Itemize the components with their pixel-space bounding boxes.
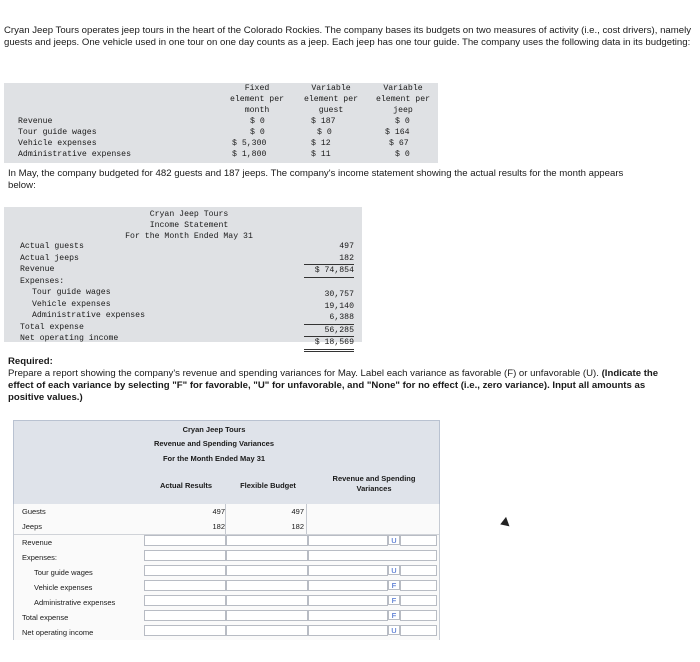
total-variance-input[interactable] (308, 610, 388, 621)
header-line: month (244, 106, 270, 115)
answer-table-body (13, 504, 440, 640)
answer-subtitle: Revenue and Spending Variances (153, 439, 275, 448)
column-divider (225, 504, 226, 534)
header-line: Fixed (244, 84, 270, 93)
revenue-blank (400, 535, 437, 546)
expenses-variance-input[interactable] (308, 550, 437, 561)
guests-flexible: 497 (291, 507, 304, 516)
admin-flexible-input[interactable] (226, 595, 308, 606)
cell-value: $ 0 (250, 128, 265, 137)
may-paragraph: In May, the company budgeted for 482 guests and 187 jeeps. The company's income statement showing the actual results for the month appears below: (8, 168, 624, 191)
jeeps-actual: 182 (212, 522, 225, 531)
tour-flexible-input[interactable] (226, 565, 308, 576)
net-variance-input[interactable] (308, 625, 388, 636)
label: Actual guests (20, 242, 84, 251)
statement-period: For the Month Ended May 31 (125, 232, 253, 241)
budget-data-table (4, 83, 438, 163)
header-line: Variable (311, 84, 351, 93)
col-variance-header: Variances (356, 484, 392, 493)
tour-actual-input[interactable] (144, 565, 226, 576)
tour-fu-select[interactable]: U (388, 565, 400, 575)
net-actual-input[interactable] (144, 625, 226, 636)
row-label-vehicle: Vehicle expenses (34, 583, 93, 592)
admin-blank (400, 595, 437, 606)
admin-fu-select[interactable]: F (388, 595, 400, 605)
cell-value: $ 5,300 (232, 139, 267, 148)
label: Administrative expenses (32, 311, 146, 320)
statement-labels (20, 241, 145, 345)
required-heading: Required: (8, 356, 53, 367)
vehicle-blank (400, 580, 437, 591)
col-actual-header: Actual Results (159, 481, 213, 490)
cell-value: $ 187 (311, 117, 336, 126)
value: 19,140 (324, 301, 354, 311)
cell-value: $ 1,800 (232, 150, 267, 159)
cell-value: $ 12 (311, 139, 331, 148)
per-jeep-header (368, 83, 438, 116)
row-label: Tour guide wages (18, 128, 97, 137)
value: $ 18,569 (304, 337, 354, 352)
value: 6,388 (304, 312, 354, 325)
total-fu-select[interactable]: F (388, 610, 400, 620)
required-text: Prepare a report showing the company's revenue and spending variances for May. Label each variance as favorable (F) or unfavorable (U). (8, 368, 599, 379)
header-line: element per (303, 95, 359, 104)
revenue-flexible-input[interactable] (226, 535, 308, 546)
fixed-header (222, 83, 292, 116)
header-line: guest (318, 106, 344, 115)
revenue-variance-input[interactable] (308, 535, 388, 546)
label: Revenue (20, 265, 55, 274)
blank (304, 278, 354, 290)
value: 30,757 (324, 290, 354, 299)
guests-actual: 497 (212, 507, 225, 516)
revenue-fu-select[interactable]: U (388, 535, 400, 545)
tour-blank (400, 565, 437, 576)
label: Total expense (20, 322, 84, 332)
per-guest-header (294, 83, 368, 116)
net-blank (400, 625, 437, 636)
cell-value: $ 67 (389, 139, 409, 148)
label: Vehicle expenses (32, 299, 111, 309)
expenses-flexible-input[interactable] (226, 550, 308, 561)
row-label-jeeps: Jeeps (22, 522, 43, 531)
label: Net operating income (20, 334, 119, 343)
income-statement (4, 207, 362, 347)
vehicle-variance-input[interactable] (308, 580, 388, 591)
cell-value: $ 11 (311, 150, 331, 159)
statement-title: Cryan Jeep Tours (149, 210, 229, 219)
intro-paragraph: Cryan Jeep Tours operates jeep tours in the heart of the Colorado Rockies. The company bases its budgets on two measures of activity (i.e., cost drivers), namely guests and jeeps. One vehicle used in one tour on one day counts as a jeep. Each jeep has one tour guide. The company uses the following data in its budgeting: (4, 25, 692, 48)
cell-value: $ 0 (317, 128, 332, 137)
col-variance-header: Revenue and Spending (332, 474, 416, 483)
answer-title: Cryan Jeep Tours (182, 425, 246, 434)
answer-table-header (13, 420, 440, 506)
value: 56,285 (304, 325, 354, 338)
cell-value: $ 164 (385, 128, 410, 137)
row-label: Administrative expenses (18, 150, 132, 159)
column-divider (306, 504, 307, 534)
total-actual-input[interactable] (144, 610, 226, 621)
fixed-values (232, 116, 266, 160)
net-flexible-input[interactable] (226, 625, 308, 636)
cell-value: $ 0 (395, 150, 410, 159)
row-label-admin: Administrative expenses (34, 598, 116, 607)
required-section (8, 356, 668, 404)
admin-variance-input[interactable] (308, 595, 388, 606)
cursor-arrow-icon (499, 517, 510, 529)
total-flexible-input[interactable] (226, 610, 308, 621)
header-line: element per (375, 95, 431, 104)
per-guest-values (311, 116, 336, 160)
admin-actual-input[interactable] (144, 595, 226, 606)
tour-variance-input[interactable] (308, 565, 388, 576)
statement-subtitle: Income Statement (149, 221, 229, 230)
vehicle-flexible-input[interactable] (226, 580, 308, 591)
row-label: Vehicle expenses (18, 139, 97, 148)
expenses-actual-input[interactable] (144, 550, 226, 561)
revenue-actual-input[interactable] (144, 535, 226, 546)
net-fu-select[interactable]: U (388, 625, 400, 635)
required-instructions: (Indicate the effect of each variance by selecting "F" for favorable, "U" for unfavorable, and "None" for no effect (i.e., zero variance). Input all amounts as positive values.) (8, 368, 659, 403)
row-label-guests: Guests (22, 507, 46, 516)
answer-period: For the Month Ended May 31 (162, 454, 266, 463)
vehicle-fu-select[interactable]: F (388, 580, 400, 590)
label: Actual jeeps (20, 253, 79, 263)
row-label-revenue: Revenue (22, 538, 53, 547)
row-label-tour: Tour guide wages (34, 568, 93, 577)
value: 182 (339, 253, 354, 263)
statement-values (304, 241, 354, 352)
per-jeep-values (385, 116, 410, 160)
row-label: Revenue (18, 117, 53, 126)
value: $ 74,854 (304, 264, 354, 278)
row-label-net: Net operating income (22, 628, 94, 637)
row-label-expenses: Expenses: (22, 553, 58, 562)
label: Tour guide wages (32, 288, 111, 297)
label: Expenses: (20, 276, 65, 286)
header-line: Variable (383, 84, 423, 93)
jeeps-flexible: 182 (291, 522, 304, 531)
row-label-total: Total expense (22, 613, 69, 622)
vehicle-actual-input[interactable] (144, 580, 226, 591)
value: 497 (339, 242, 354, 251)
statement-titles (104, 209, 274, 242)
header-line: element per (229, 95, 285, 104)
cell-value: $ 0 (250, 117, 265, 126)
cell-value: $ 0 (395, 117, 410, 126)
budget-row-labels (18, 116, 131, 160)
header-line: jeep (393, 106, 413, 115)
col-flexible-header: Flexible Budget (240, 481, 296, 490)
total-blank (400, 610, 437, 621)
